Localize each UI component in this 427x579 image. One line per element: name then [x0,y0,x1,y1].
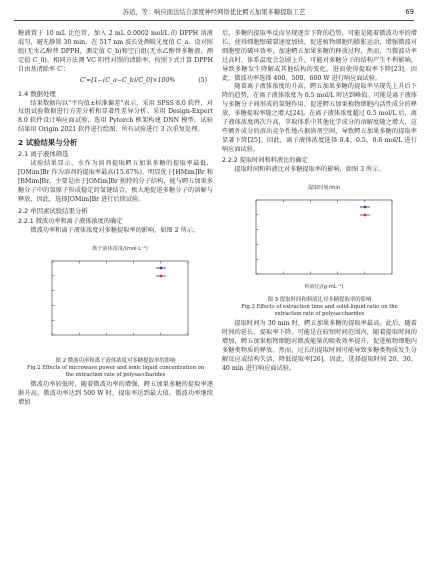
running-header [14,6,414,21]
top-axis-label: 离子液体浓度/(mol·L⁻¹) [92,245,148,252]
left-column [18,30,213,408]
figure-caption-en: Fig.3 Effects of extraction time and solid-liquid ratio on the extraction rate of polysaccharides [241,304,398,318]
paragraph: 微波功率和离子液体浓度对多糖提取率的影响，如图 2 所示。 [30,226,200,234]
paragraph: 后，多糖的提取率反而呈现逐步下降的趋势，可能是随着微波功率的增长，使得细胞壁破裂速度加快，促进植物细胞的膨胀运动，增强微波对细胞壁的破坏效率，加速鳄五加果多糖的释放过程，然而，当微波功率过高时，体系温度会急剧上升，可能对多糖分子的结构产生不利影响，导致多糖发生降解或其他结构的变化，进而使得提取率下降[23]。因此，微波功率选择 400、500、600 W 进行响应面试验。 [222,30,417,82]
paragraph: 随着离子液体浓度的升高，鳄五加果多糖的提取率呈现先上升后下降的趋势，在离子液体浓度为 0.5 mol/L 时达到峰值。可能是离子液体与多糖分子间形成的氢键作用，促进鳄五加果植物细胞内活性成分的释放，多糖提取率随之增大[24]。在离子液体浓度超过 0.5 mol/L 后，离子液体浓度再次升高，萃取体系中其他化学成分的溶解度随之增大，这些额外成分的溶出竞争性地占据溶剂空间，导致鳄五加果多糖的提取率显著下降[25]。因此，离子液体浓度选择 0.4、0.5、0.6 mol/L 进行响应面试验。 [222,83,417,153]
paragraph: 微波功率较低时，随着微波功率的增强，鳄五加果多糖的提取率逐渐升高。微波功率达到 500 W 时，提取率达到最大值。微波功率继续增加 [18,381,213,407]
formula-number: (5) [198,76,207,84]
legend-marker [364,205,367,208]
section-heading: 2 试验结果与分析 [18,138,78,148]
subsection-heading: 2.2.1 微波功率和离子液体浓度的确定 [18,217,123,225]
bottom-axis-label: 料液比/(g·mL⁻¹) [304,283,344,290]
figure-caption: 图 2 微波功率和离子液体浓度对多糖提取率的影响 [55,357,176,364]
right-column [222,30,417,374]
section-heading: 2.1 离子液体筛选 [18,150,69,159]
section-heading: 2.2 单因素试验结果分析 [18,206,88,215]
formula-expression: C′=[1−(C_a−C_b)/C_0]×100% [80,76,176,84]
plot-frame [256,200,392,274]
paragraph: 提取时间和料液比对多糖提取率的影响，如图 3 所示。 [234,165,385,173]
formula-5 [18,76,213,88]
subsection-heading: 2.2.2 提取时间和料液比的确定 [222,156,308,164]
figure-caption: 图 3 提取时间和料液比对多糖提取率的影响 [267,296,372,303]
top-axis-label: 提取时间/min [307,184,341,191]
plot-frame [52,261,188,335]
figure-caption-en: Fig.2 Effects of microwave power and ionic liquid concentration on the extraction rate of polysaccharides [26,365,205,379]
legend-marker [160,266,163,269]
paragraph: 试验结果显示，水作为溶剂提取鳄五加果多糖的提取率最低，[OMim]Br 作为溶剂的提取率最高(15.67%)，明显优于[HMim]Br 和[BMim]Br。主要是由于[OMim]Br 独特的分子结构，能与鳄五加果多糖分子中的氢原子形成稳定的氢键结合，极大地促进多糖分子的溶解与释放，因此，选择[OMim]Br 进行后续试验。 [18,160,213,203]
running-title: 苏适，等：响应面法结合深度神经网络优化鳄五加果多糖提取工艺 [122,9,306,16]
figure-3 [222,178,417,319]
figure-3-chart [222,178,417,296]
legend-marker [364,213,367,216]
legend-marker [160,274,163,277]
paragraph: 结果数据均以"平均值±标准偏差"表示，采用 SPSS 8.0 软件，对每组试验数据进行方差分析和显著性差异分析。采用 Design-Expert 8.0 软件设计响应面试验，选用 Pytorch 框架构建 DNN 模型，试验结果用 Origin 2021 软件进行绘图，所有试验进行 3 次重复处理。 [18,99,213,134]
figure-2-chart [18,239,213,357]
page-number: 69 [405,8,414,16]
section-heading: 1.4 数据处理 [18,89,56,98]
paragraph: 提取时间为 30 min 时，鳄五加果多糖的提取率最高。此后，随着时间的延长，提取率下降。可能是在较短时间范围内，随着提取时间的增加，鳄五加果植物细胞对微波能量的吸收效率提升，促进植物细胞内多糖类物质的释放。然而，过长的提取时间可能导致多糖类物质发生分解反应或结构失活，降低提取率[26]。因此，选择提取时间 20、30、40 min 进行响应面试验。 [222,320,417,372]
paragraph: 糖液置于 10 mL 比色管，加入 2 mL 0.0002 mol/L 的 DPPH 溶液混匀，避光静置 30 min，在 517 nm 波长处测吸光度值 C_a。设对照组(无水乙醇替 DPPH，测定值 C_b)和空白组(无水乙醇替多糖液，测定值 C_0)。相同方法测 VC 阳性对照的清除率，按照下式计算 DPPH 自由基清除率 C′： [18,30,213,73]
figure-2 [18,239,213,380]
